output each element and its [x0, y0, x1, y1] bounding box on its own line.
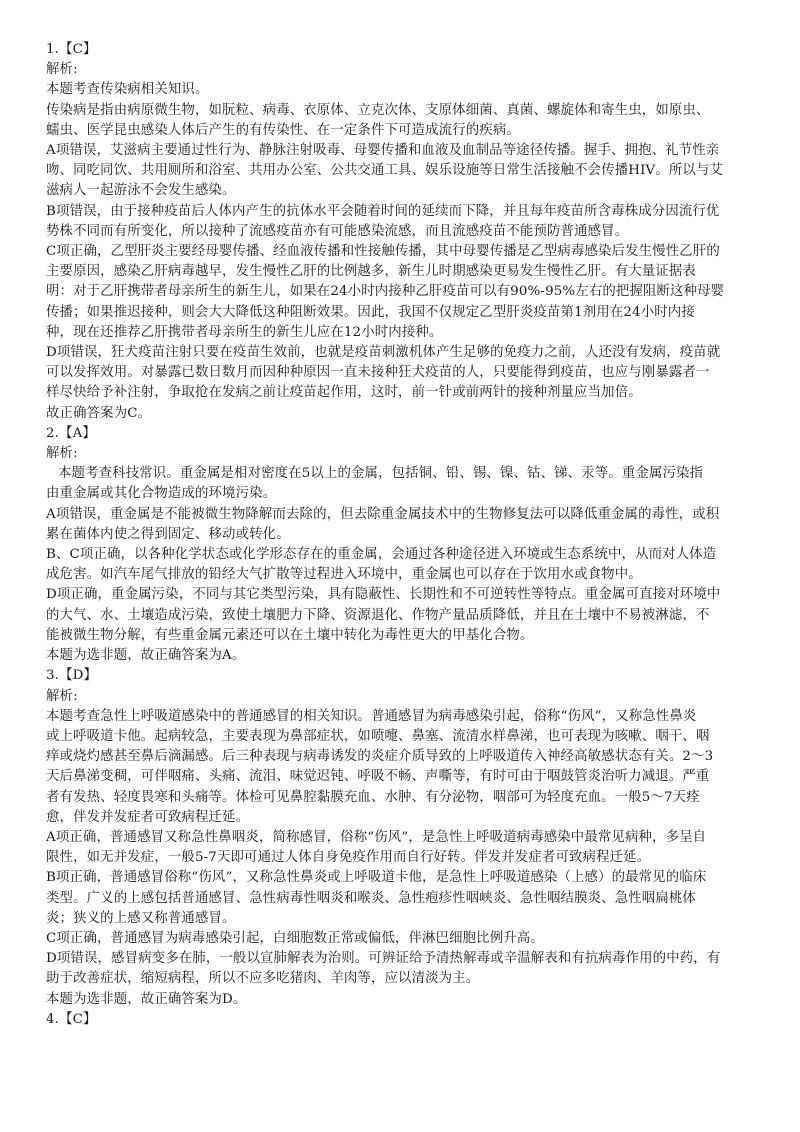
text-line: C项正确，乙型肝炎主要经母婴传播、经血液传播和性接触传播，其中母婴传播是乙型病毒感染后发生慢性乙肝的	[46, 244, 720, 260]
text-line: 种，现在还推荐乙肝携带者母亲所生的新生儿应在12小时内接种。	[46, 324, 443, 340]
text-line: 限性，如无并发症，一般5-7天即可通过人体自身免疫作用而自行好转。伴发并发症者可致病程迁延。	[46, 850, 651, 866]
text-line: 助于改善症状，缩短病程，所以不应多吃猪肉、羊肉等，应以清淡为主。	[46, 971, 480, 987]
text-line: B项错误，由于接种疫苗后人体内产生的抗体水平会随着时间的延续而下降，并且每年疫苗所含毒株成分因流行优	[46, 203, 720, 219]
text-line: 愈，伴发并发症者可致病程迁延。	[46, 809, 250, 825]
text-line: 2.【A】	[46, 425, 96, 441]
text-line: 解析:	[46, 62, 78, 78]
text-line: 吻、同吃同饮、共用厕所和浴室、共用办公室、公共交通工具、娱乐设施等日常生活接触不会传播HIV。所以与艾	[46, 163, 724, 179]
text-line: 滋病人一起游泳不会发生感染。	[46, 183, 236, 199]
text-line: C项正确，普通感冒为病毒感染引起，白细胞数正常或偏低，伴淋巴细胞比例升高。	[46, 930, 544, 946]
text-line: A项错误，重金属是不能被微生物降解而去除的，但去除重金属技术中的生物修复法可以降低重金属的毒性，或积	[46, 506, 720, 522]
text-line: B、C项正确，以各种化学状态或化学形态存在的重金属，会通过各种途径进入环境或生态系统中，从而对人体造	[46, 547, 717, 563]
text-line: B项正确，普通感冒俗称“伤风”，又称急性鼻炎或上呼吸道卡他，是急性上呼吸道感染（上感）的最常见的临床	[46, 870, 707, 886]
text-line: 类型。广义的上感包括普通感冒、急性病毒性咽炎和喉炎、急性疱疹性咽峡炎、急性咽结膜炎、急性咽扁桃体	[46, 890, 696, 906]
text-line: 炎；狭义的上感又称普通感冒。	[46, 910, 236, 926]
text-line: 能被微生物分解，有些重金属元素还可以在土壤中转化为毒性更大的甲基化合物。	[46, 627, 534, 643]
text-line: 或上呼吸道卡他。起病较急，主要表现为鼻部症状，如喷嚏、鼻塞、流清水样鼻涕，也可表现为咳嗽、咽干、咽	[46, 728, 710, 744]
text-line: 可以发挥效用。对暴露已数日数月而因种种原因一直未接种狂犬疫苗的人，只要能得到疫苗，也应与刚暴露者一	[46, 365, 710, 381]
answer-explanations	[46, 40, 754, 1030]
text-line: 天后鼻涕变稠，可伴咽痛、头痛、流泪、味觉迟钝、呼吸不畅、声嘶等，有时可由于咽鼓管炎治听力减退。严重	[46, 769, 710, 785]
text-line: 4.【C】	[46, 1011, 97, 1027]
text-line: 解析:	[46, 446, 78, 462]
text-line: A项正确，普通感冒又称急性鼻咽炎，简称感冒，俗称“伤风”，是急性上呼吸道病毒感染中最常见病种，多呈自	[46, 829, 707, 845]
text-line: 传播；如果推迟接种，则会大大降低这种阻断效果。因此，我国不仅规定乙型肝炎疫苗第1剂用在24小时内接	[46, 304, 695, 320]
text-line: 明：对于乙肝携带者母亲所生的新生儿，如果在24小时内接种乙肝疫苗可以有90%-95%左右的把握阻断这种母婴	[46, 284, 725, 300]
text-line: 故正确答案为C。	[46, 405, 152, 421]
text-line: 者有发热、轻度畏寒和头痛等。体检可见鼻腔黏膜充血、水肿、有分泌物，咽部可为轻度充血。一般5～7天痊	[46, 789, 700, 805]
text-line: 蠕虫、医学昆虫感染人体后产生的有传染性、在一定条件下可造成流行的疾病。	[46, 122, 520, 138]
text-line: 由重金属或其化合物造成的环境污染。	[46, 486, 277, 502]
text-line: A项错误，艾滋病主要通过性行为、静脉注射吸毒、母婴传播和血液及血制品等途径传播。握手、拥抱、礼节性亲	[46, 143, 720, 159]
text-line: 1.【C】	[46, 42, 97, 57]
text-line: 本题考查急性上呼吸道感染中的普通感冒的相关知识。普通感冒为病毒感染引起，俗称“伤风”，又称急性鼻炎	[46, 708, 697, 724]
text-line: 解析:	[46, 688, 78, 704]
text-line: 本题考查科技常识。重金属是相对密度在5以上的金属，包括铜、铅、锡、镍、钴、锑、汞等。重金属污染指	[58, 466, 704, 482]
text-line: 本题为选非题，故正确答案为A。	[46, 648, 246, 664]
text-line: 样尽快给予补注射，争取抢在发病之前让疫苗起作用，这时，前一针或前两针的接种剂量应当加倍。	[46, 385, 642, 401]
text-line: 的大气、水、土壤造成污染，致使土壤肥力下降、资源退化、作物产量品质降低，并且在土壤中不易被淋滤，不	[46, 607, 710, 623]
text-line: 成危害。如汽车尾气排放的铅经大气扩散等过程进入环境中，重金属也可以存在于饮用水或食物中。	[46, 567, 642, 583]
text-line: 主要原因，感染乙肝病毒越早，发生慢性乙肝的比例越多，新生儿时期感染更易发生慢性乙肝。有大量证据表	[46, 264, 696, 280]
text-line: 本题考查传染病相关知识。	[46, 82, 209, 98]
text-line: 传染病是指由病原微生物，如朊粒、病毒、衣原体、立克次体、支原体细菌、真菌、螺旋体和寄生虫，如原虫、	[46, 102, 710, 118]
text-line: 3.【D】	[46, 668, 98, 684]
text-line: 累在菌体内使之得到固定、移动或转化。	[46, 526, 290, 542]
text-line: 本题为选非题，故正确答案为D。	[46, 991, 247, 1007]
text-line: D项正确，重金属污染，不同与其它类型污染，具有隐蔽性、长期性和不可逆转性等特点。重金属可直接对环境中	[46, 587, 721, 603]
text-line: D项错误，感冒病变多在肺，一般以宣肺解表为治则。可辨证给予清热解毒或辛温解表和有抗病毒作用的中药，有	[46, 951, 721, 967]
text-line: 势株不同而有所变化，所以接种了流感疫苗亦有可能感染流感，而且流感疫苗不能预防普通感冒。	[46, 223, 629, 239]
text-line: 痒或烧灼感甚至鼻后滴漏感。后三种表现与病毒诱发的炎症介质导致的上呼吸道传入神经高敏感状态有关。2～3	[46, 749, 714, 765]
text-line: D项错误，狂犬疫苗注射只要在疫苗生效前，也就是疫苗刺激机体产生足够的免疫力之前，人还没有发病，疫苗就	[46, 345, 721, 361]
